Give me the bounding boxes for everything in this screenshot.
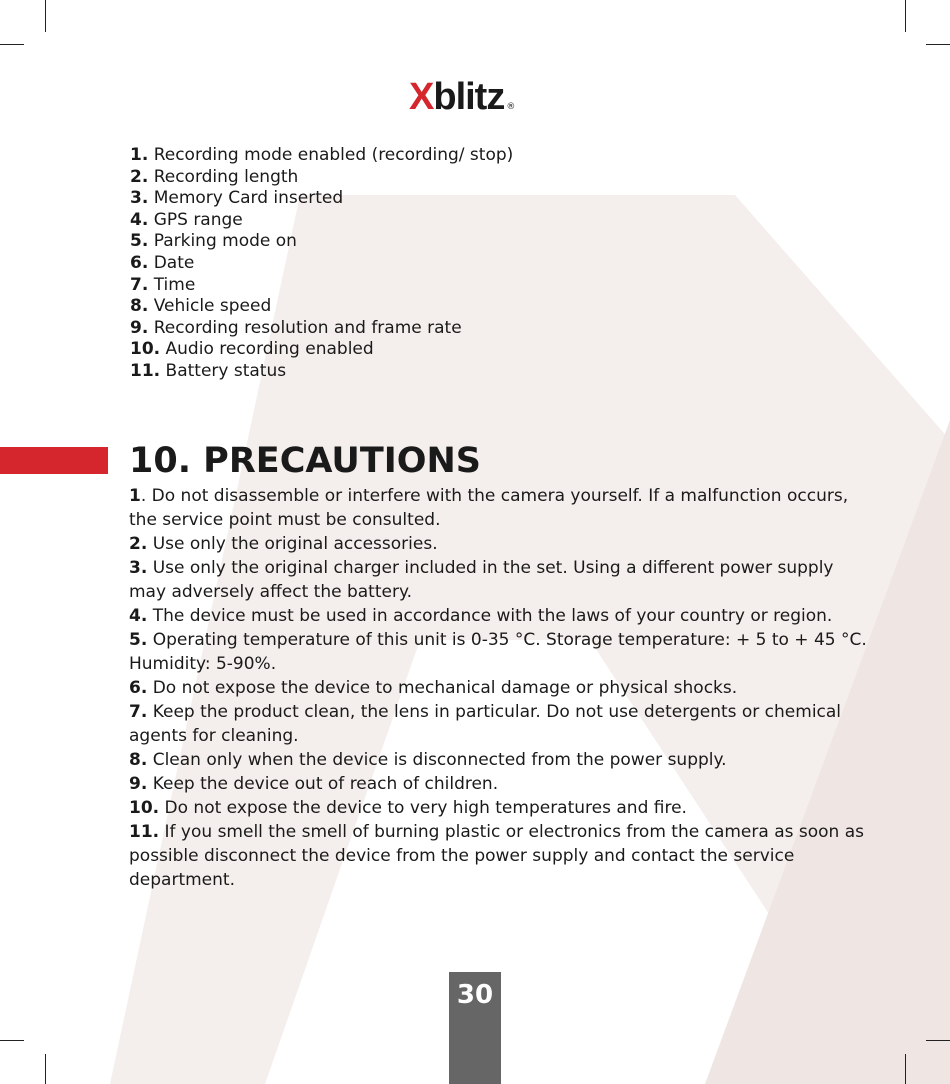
crop-mark <box>45 1054 46 1084</box>
item-number: 6. <box>130 252 149 273</box>
crop-mark <box>905 0 906 32</box>
item-text: Keep the device out of reach of children. <box>147 774 499 794</box>
list-item <box>130 188 513 210</box>
item-number: 4. <box>129 606 148 626</box>
registered-mark: ® <box>506 102 516 112</box>
list-item <box>129 772 874 796</box>
crop-mark <box>926 44 950 45</box>
item-text: . Do not disassemble or interfere with the camera yourself. If a malfunction occurs, the service point must be consulted. <box>129 486 849 530</box>
item-number: 11. <box>130 360 161 381</box>
item-number: 10. <box>130 339 161 360</box>
item-number: 5. <box>129 630 148 650</box>
list-item <box>129 484 874 532</box>
list-item <box>130 339 513 361</box>
item-number: 4. <box>130 209 149 230</box>
item-text: Date <box>148 252 195 273</box>
item-number: 1 <box>129 486 141 506</box>
crop-mark <box>0 44 24 45</box>
item-number: 10. <box>129 798 160 818</box>
list-item <box>130 361 513 383</box>
page-number: 30 <box>456 980 494 1010</box>
list-item <box>130 275 513 297</box>
logo-wordmark: blitz <box>433 76 505 118</box>
item-text: If you smell the smell of burning plastic or electronics from the camera as soon as possible disconnect the device from the power supply and contact the service department. <box>129 822 864 890</box>
item-number: 1. <box>130 145 149 165</box>
item-text: Operating temperature of this unit is 0-35 °C. Storage temperature: + 5 to + 45 °C. Humidity: 5-90%. <box>129 630 867 674</box>
list-item <box>129 676 874 700</box>
item-text: Recording mode enabled (recording/ stop) <box>148 145 514 165</box>
item-text: Memory Card inserted <box>148 188 344 209</box>
item-text: Do not expose the device to very high temperatures and fire. <box>159 798 687 818</box>
item-text: The device must be used in accordance with the laws of your country or region. <box>147 606 833 626</box>
item-number: 3. <box>129 558 148 578</box>
list-item <box>130 210 513 232</box>
crop-mark <box>45 0 46 32</box>
section-accent-bar <box>0 447 108 474</box>
list-item <box>130 231 513 253</box>
list-item <box>130 296 513 318</box>
list-item <box>129 628 874 676</box>
item-text: Audio recording enabled <box>160 339 374 360</box>
item-text: Use only the original accessories. <box>147 534 438 554</box>
item-number: 3. <box>130 188 149 209</box>
item-number: 9. <box>130 317 149 338</box>
item-number: 7. <box>129 702 148 722</box>
list-item <box>129 532 874 556</box>
list-item <box>130 253 513 275</box>
list-item <box>130 167 513 189</box>
item-number: 2. <box>130 166 149 187</box>
item-text: Time <box>148 274 196 295</box>
list-item <box>129 748 874 772</box>
list-item <box>129 556 874 604</box>
item-text: Clean only when the device is disconnected from the power supply. <box>147 750 727 770</box>
page-number-box <box>449 972 501 1084</box>
list-item <box>130 145 513 167</box>
list-item <box>129 700 874 748</box>
crop-mark <box>0 1040 24 1041</box>
crop-mark <box>905 1054 906 1084</box>
item-text: Recording length <box>148 166 299 187</box>
item-text: Vehicle speed <box>148 296 272 317</box>
list-item <box>129 820 874 892</box>
crop-mark <box>926 1040 950 1041</box>
item-text: Keep the product clean, the lens in particular. Do not use detergents or chemical agents for cleaning. <box>129 702 842 746</box>
item-number: 2. <box>129 534 148 554</box>
item-number: 9. <box>129 774 148 794</box>
item-text: Use only the original charger included in the set. Using a different power supply may adversely affect the battery. <box>129 558 834 602</box>
item-text: Battery status <box>160 360 287 381</box>
item-text: Recording resolution and frame rate <box>148 317 462 338</box>
item-number: 7. <box>130 274 149 295</box>
item-text: Parking mode on <box>148 231 297 252</box>
precautions-list <box>129 484 874 892</box>
brand-logo <box>409 72 515 116</box>
item-number: 11. <box>129 822 160 842</box>
section-heading: 10. PRECAUTIONS <box>129 441 481 481</box>
item-number: 6. <box>129 678 148 698</box>
list-item <box>129 604 874 628</box>
logo-x-letter: X <box>409 76 434 118</box>
item-number: 5. <box>130 231 149 252</box>
item-text: GPS range <box>148 209 243 230</box>
item-text: Do not expose the device to mechanical damage or physical shocks. <box>147 678 738 698</box>
list-item <box>130 318 513 340</box>
list-item <box>129 796 874 820</box>
indicator-legend-list <box>130 145 513 383</box>
item-number: 8. <box>130 296 149 317</box>
item-number: 8. <box>129 750 148 770</box>
